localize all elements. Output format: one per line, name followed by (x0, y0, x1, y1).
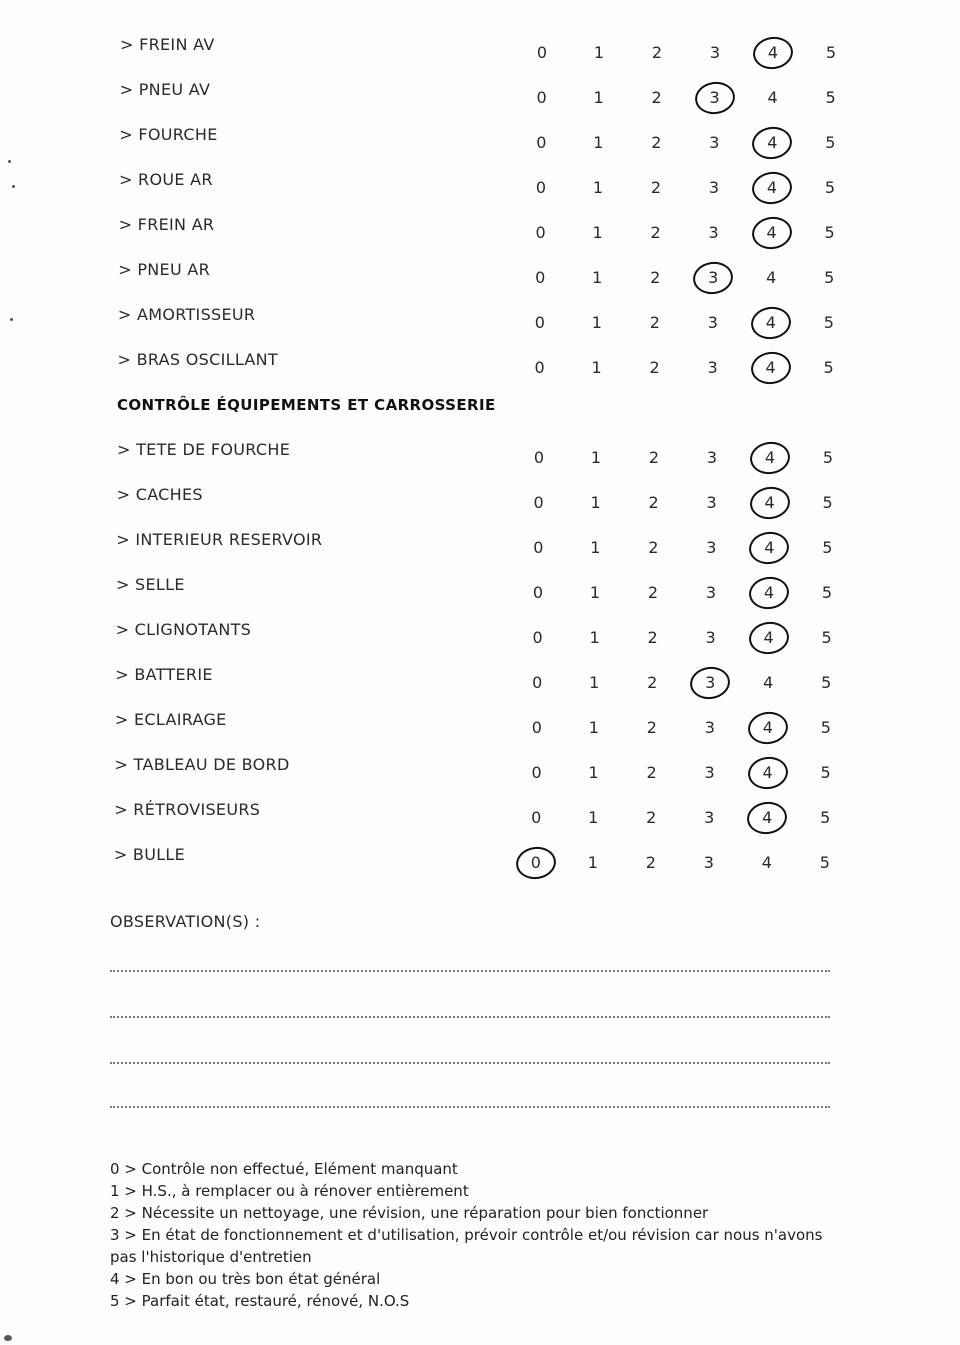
score-option-2[interactable]: 2 (650, 178, 662, 197)
scan-speck (4, 1335, 12, 1341)
legend-item-5: 5 > Parfait état, restauré, rénové, N.O.S (110, 1292, 410, 1310)
score-option-0[interactable]: 0 (534, 313, 545, 332)
score-option-1[interactable]: 1 (591, 358, 602, 377)
score-option-3[interactable]: 3 (706, 448, 718, 467)
score-option-3[interactable]: 3 (705, 583, 717, 602)
score-option-0[interactable]: 0 (524, 853, 548, 872)
score-option-0[interactable]: 0 (535, 223, 546, 242)
score-option-3[interactable]: 3 (708, 178, 720, 197)
rating-legend (110, 1158, 830, 1312)
section-title: CONTRÔLE ÉQUIPEMENTS ET CARROSSERIE (117, 396, 496, 414)
score-option-4[interactable]: 4 (756, 718, 780, 737)
score-option-1[interactable]: 1 (593, 88, 604, 107)
score-option-0[interactable]: 0 (535, 268, 546, 287)
rating-row-label: > BRAS OSCILLANT (117, 350, 278, 369)
score-option-4[interactable]: 4 (756, 763, 780, 782)
score-option-5[interactable]: 5 (820, 763, 831, 782)
rating-row (120, 33, 840, 63)
score-option-4[interactable]: 4 (758, 493, 782, 512)
score-option-1[interactable]: 1 (587, 853, 598, 872)
score-option-4[interactable]: 4 (760, 133, 784, 152)
score-option-1[interactable]: 1 (591, 313, 602, 332)
score-option-3[interactable]: 3 (709, 43, 721, 62)
rating-row (115, 753, 835, 783)
score-option-1[interactable]: 1 (588, 718, 599, 737)
score-option-4[interactable]: 4 (759, 358, 783, 377)
score-option-1[interactable]: 1 (592, 223, 603, 242)
observations-label: OBSERVATION(S) : (110, 912, 261, 931)
score-option-5[interactable]: 5 (820, 808, 831, 827)
score-option-5[interactable]: 5 (821, 673, 832, 692)
legend-item-4: 4 > En bon ou très bon état général (110, 1270, 381, 1288)
rating-row (118, 303, 838, 333)
score-option-2[interactable]: 2 (649, 358, 660, 377)
score-option-3[interactable]: 3 (704, 718, 715, 737)
score-option-1[interactable]: 1 (592, 268, 603, 287)
score-option-3[interactable]: 3 (703, 88, 727, 107)
legend-item-3: 3 > En état de fonctionnement et d'utilisation, prévoir contrôle et/ou révision car nous n'avons pas l'historique d'entretien (110, 1226, 823, 1266)
score-option-0[interactable]: 0 (533, 493, 544, 512)
score-option-0[interactable]: 0 (532, 628, 543, 647)
score-option-3[interactable]: 3 (706, 538, 717, 557)
score-option-2[interactable]: 2 (650, 223, 661, 242)
score-option-2[interactable]: 2 (648, 538, 659, 557)
score-option-2[interactable]: 2 (646, 808, 657, 827)
score-option-5[interactable]: 5 (823, 313, 834, 332)
rating-row-label: > FREIN AV (120, 35, 215, 54)
score-option-1[interactable]: 1 (588, 763, 599, 782)
score-option-2[interactable]: 2 (651, 133, 662, 152)
score-option-4[interactable]: 4 (759, 313, 783, 332)
rating-row-label: > CACHES (116, 485, 203, 504)
rating-row (119, 213, 839, 243)
score-option-5[interactable]: 5 (822, 448, 834, 467)
score-option-0[interactable]: 0 (536, 133, 547, 152)
rating-row (118, 258, 838, 288)
score-option-4[interactable]: 4 (763, 673, 774, 692)
score-option-0[interactable]: 0 (536, 43, 548, 62)
observation-line[interactable] (110, 1016, 830, 1018)
score-option-0[interactable]: 0 (535, 178, 547, 197)
score-option-5[interactable]: 5 (825, 43, 837, 62)
score-option-2[interactable]: 2 (648, 493, 659, 512)
score-option-5[interactable]: 5 (820, 718, 831, 737)
score-option-3[interactable]: 3 (704, 808, 715, 827)
rating-row (115, 708, 835, 738)
score-option-2[interactable]: 2 (650, 268, 661, 287)
rating-row (117, 438, 837, 468)
score-option-1[interactable]: 1 (593, 43, 605, 62)
score-option-2[interactable]: 2 (651, 88, 662, 107)
score-option-5[interactable]: 5 (824, 268, 835, 287)
rating-row-label: > AMORTISSEUR (117, 305, 256, 324)
rating-row-label: > SELLE (115, 575, 185, 594)
score-option-1[interactable]: 1 (588, 808, 599, 827)
scan-speck (10, 318, 13, 321)
score-option-1[interactable]: 1 (590, 448, 602, 467)
rating-row-label: > BULLE (113, 845, 186, 864)
scan-speck (8, 160, 11, 163)
rating-row-label: > PNEU AR (118, 260, 211, 279)
rating-row (118, 348, 838, 378)
score-option-2[interactable]: 2 (651, 43, 663, 62)
rating-row (120, 78, 840, 108)
score-option-3[interactable]: 3 (706, 493, 717, 512)
rating-row-label: > RÉTROVISEURS (114, 800, 261, 819)
score-option-4[interactable]: 4 (758, 448, 782, 467)
score-option-4[interactable]: 4 (760, 178, 784, 197)
legend-item-0: 0 > Contrôle non effectué, Elément manquant (110, 1160, 458, 1178)
observation-line[interactable] (110, 970, 830, 972)
score-option-2[interactable]: 2 (647, 628, 658, 647)
score-option-4[interactable]: 4 (761, 43, 785, 62)
score-option-0[interactable]: 0 (533, 538, 544, 557)
rating-row-label: > ECLAIRAGE (114, 710, 227, 729)
rating-row (116, 618, 836, 648)
legend-item-2: 2 > Nécessite un nettoyage, une révision, une réparation pour bien fonctionner (110, 1204, 709, 1222)
score-option-5[interactable]: 5 (824, 223, 835, 242)
score-option-2[interactable]: 2 (647, 673, 658, 692)
score-option-5[interactable]: 5 (825, 133, 836, 152)
score-option-3[interactable]: 3 (705, 628, 716, 647)
score-option-3[interactable]: 3 (704, 763, 715, 782)
score-option-1[interactable]: 1 (590, 493, 601, 512)
score-option-3[interactable]: 3 (707, 313, 718, 332)
score-option-4[interactable]: 4 (757, 583, 781, 602)
score-option-4[interactable]: 4 (760, 223, 784, 242)
score-option-0[interactable]: 0 (532, 673, 543, 692)
rating-row-label: > FOURCHE (119, 125, 218, 144)
score-option-2[interactable]: 2 (645, 853, 656, 872)
score-option-2[interactable]: 2 (646, 763, 657, 782)
score-option-4[interactable]: 4 (757, 538, 781, 557)
score-option-4[interactable]: 4 (757, 628, 781, 647)
legend-item-1: 1 > H.S., à remplacer ou à rénover entièrement (110, 1182, 469, 1200)
score-option-4[interactable]: 4 (755, 808, 779, 827)
score-option-0[interactable]: 0 (533, 448, 545, 467)
score-option-4[interactable]: 4 (766, 268, 777, 287)
rating-row-label: > TABLEAU DE BORD (114, 755, 290, 774)
score-option-1[interactable]: 1 (590, 538, 601, 557)
rating-row (119, 168, 839, 198)
score-option-5[interactable]: 5 (823, 358, 834, 377)
scan-speck (12, 185, 15, 188)
score-option-0[interactable]: 0 (536, 88, 547, 107)
rating-row (115, 663, 835, 693)
score-option-5[interactable]: 5 (821, 583, 833, 602)
score-option-1[interactable]: 1 (593, 133, 604, 152)
score-option-3[interactable]: 3 (708, 223, 719, 242)
score-option-2[interactable]: 2 (648, 448, 660, 467)
score-option-3[interactable]: 3 (698, 673, 722, 692)
rating-row-label: > BATTERIE (115, 665, 213, 684)
score-option-5[interactable]: 5 (819, 853, 830, 872)
score-option-5[interactable]: 5 (822, 493, 833, 512)
score-option-4[interactable]: 4 (761, 853, 772, 872)
score-option-1[interactable]: 1 (589, 673, 600, 692)
rating-row-label: > ROUE AR (118, 170, 213, 189)
score-option-5[interactable]: 5 (821, 628, 832, 647)
score-option-2[interactable]: 2 (649, 313, 660, 332)
score-option-1[interactable]: 1 (589, 583, 601, 602)
score-option-3[interactable]: 3 (701, 268, 725, 287)
rating-row-label: > FREIN AR (118, 215, 215, 234)
score-option-3[interactable]: 3 (703, 853, 714, 872)
score-option-0[interactable]: 0 (531, 718, 542, 737)
score-option-2[interactable]: 2 (647, 583, 659, 602)
score-option-5[interactable]: 5 (824, 178, 836, 197)
score-option-0[interactable]: 0 (531, 763, 542, 782)
observation-line[interactable] (110, 1062, 830, 1064)
score-option-2[interactable]: 2 (646, 718, 657, 737)
rating-row-label: > PNEU AV (119, 80, 211, 99)
score-option-3[interactable]: 3 (707, 358, 718, 377)
rating-row (119, 123, 839, 153)
score-option-1[interactable]: 1 (592, 178, 604, 197)
score-option-5[interactable]: 5 (825, 88, 836, 107)
score-option-0[interactable]: 0 (532, 583, 544, 602)
rating-row (117, 483, 837, 513)
score-option-4[interactable]: 4 (767, 88, 778, 107)
score-option-0[interactable]: 0 (534, 358, 545, 377)
observation-line[interactable] (110, 1106, 830, 1108)
rating-row-label: > TETE DE FOURCHE (117, 440, 291, 459)
score-option-3[interactable]: 3 (709, 133, 720, 152)
score-option-1[interactable]: 1 (589, 628, 600, 647)
score-option-0[interactable]: 0 (531, 808, 542, 827)
rating-row-label: > INTERIEUR RESERVOIR (116, 530, 323, 549)
rating-row (116, 573, 836, 603)
rating-row (116, 528, 836, 558)
rating-row (114, 843, 834, 873)
rating-row-label: > CLIGNOTANTS (115, 620, 252, 639)
score-option-5[interactable]: 5 (822, 538, 833, 557)
rating-row (114, 798, 834, 828)
